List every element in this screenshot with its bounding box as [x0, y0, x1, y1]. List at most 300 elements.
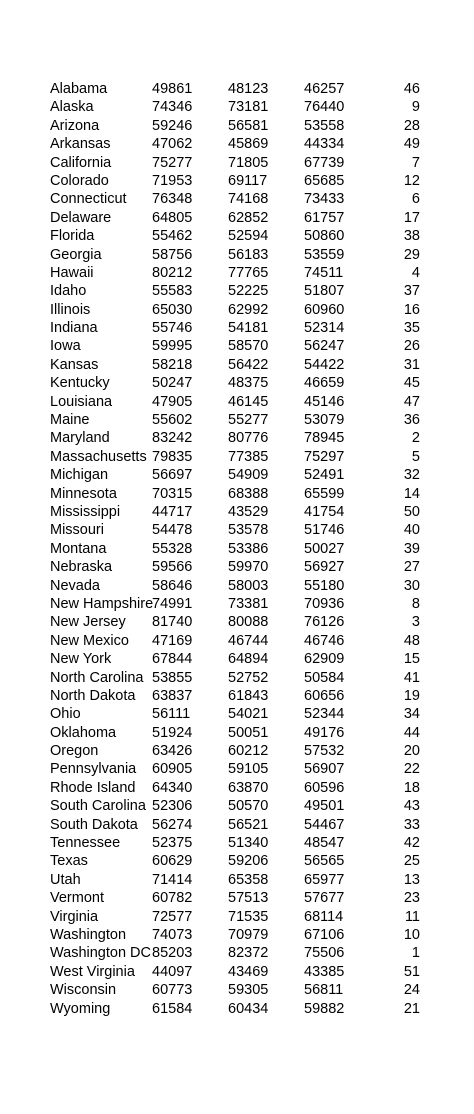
value-col3-cell[interactable]: 48547	[304, 835, 345, 852]
table-row	[0, 981, 474, 999]
rank-cell[interactable]: 20	[403, 743, 420, 760]
value-col2-cell[interactable]: 52594	[228, 228, 269, 245]
rank-cell[interactable]: 19	[403, 687, 420, 704]
rank-cell[interactable]: 35	[403, 320, 420, 337]
value-col1-cell[interactable]: 79835	[152, 448, 193, 465]
value-col2-cell[interactable]: 62992	[228, 301, 269, 318]
value-col1-cell[interactable]: 63426	[152, 743, 193, 760]
value-col2-cell[interactable]: 77385	[228, 448, 269, 465]
value-col3-cell[interactable]: 67106	[304, 926, 345, 943]
state-name-cell[interactable]: Nebraska	[50, 559, 113, 576]
value-col2-cell[interactable]: 71805	[228, 154, 269, 171]
value-col1-cell[interactable]: 52375	[152, 835, 193, 852]
value-col3-cell[interactable]: 61757	[304, 209, 345, 226]
table-row	[0, 246, 474, 264]
value-col1-cell[interactable]: 55462	[152, 228, 193, 245]
state-name-cell[interactable]: Oregon	[50, 743, 99, 760]
value-col3-cell[interactable]: 49176	[304, 724, 345, 741]
value-col3-cell[interactable]: 68114	[304, 908, 344, 925]
table-row	[0, 577, 474, 595]
state-name-cell[interactable]: Alaska	[50, 99, 94, 116]
value-col1-cell[interactable]: 44097	[152, 963, 193, 980]
table-row	[0, 356, 474, 374]
value-col1-cell[interactable]: 60782	[152, 890, 193, 907]
table-row	[0, 963, 474, 981]
value-col2-cell[interactable]: 51340	[228, 835, 269, 852]
value-col2-cell[interactable]: 48123	[228, 81, 269, 97]
value-col2-cell[interactable]: 43529	[228, 503, 269, 520]
state-name-cell[interactable]: Louisiana	[50, 393, 113, 410]
state-name-cell[interactable]: Massachusetts	[50, 448, 147, 465]
state-name-cell[interactable]: Illinois	[50, 301, 91, 318]
value-col2-cell[interactable]: 55277	[228, 412, 269, 429]
value-col3-cell[interactable]: 59882	[304, 1000, 345, 1017]
value-col1-cell[interactable]: 75277	[152, 154, 193, 171]
table-row	[0, 374, 474, 392]
state-name-cell[interactable]: South Carolina	[50, 798, 146, 815]
state-name-cell[interactable]: Idaho	[50, 283, 87, 300]
state-name-cell[interactable]: Mississippi	[50, 503, 121, 520]
value-col1-cell[interactable]: 47169	[152, 632, 193, 649]
state-name-cell[interactable]: Nevada	[50, 577, 100, 594]
value-col1-cell[interactable]: 52306	[152, 798, 193, 815]
value-col1-cell[interactable]: 50247	[152, 375, 193, 392]
table-row	[0, 705, 474, 723]
value-col3-cell[interactable]: 75297	[304, 448, 345, 465]
value-col2-cell[interactable]: 56183	[228, 246, 269, 263]
state-name-cell[interactable]: Michigan	[50, 467, 109, 484]
value-col2-cell[interactable]: 45869	[228, 136, 269, 153]
value-col1-cell[interactable]: 64340	[152, 779, 193, 796]
state-name-cell[interactable]: Georgia	[50, 246, 102, 263]
state-name-cell[interactable]: Arizona	[50, 117, 100, 134]
state-name-cell[interactable]: Vermont	[50, 890, 104, 907]
value-col3-cell[interactable]: 52344	[304, 706, 345, 723]
table-row	[0, 411, 474, 429]
value-col3-cell[interactable]: 41754	[304, 503, 345, 520]
value-col2-cell[interactable]: 73181	[228, 99, 269, 116]
state-name-cell[interactable]: Virginia	[50, 908, 99, 925]
value-col3-cell[interactable]: 78945	[304, 430, 345, 447]
value-col3-cell[interactable]: 75506	[304, 945, 345, 962]
value-col3-cell[interactable]: 74511	[304, 264, 344, 281]
table-row	[0, 393, 474, 411]
rank-cell[interactable]: 4	[411, 264, 420, 281]
state-name-cell[interactable]: Oklahoma	[50, 724, 117, 741]
value-col3-cell[interactable]: 56927	[304, 559, 345, 576]
state-name-cell[interactable]: North Dakota	[50, 687, 136, 704]
rank-cell[interactable]: 41	[403, 669, 420, 686]
value-col1-cell[interactable]: 55602	[152, 412, 193, 429]
value-col2-cell[interactable]: 80776	[228, 430, 269, 447]
value-col3-cell[interactable]: 56565	[304, 853, 345, 870]
state-name-cell[interactable]: Minnesota	[50, 485, 117, 502]
value-col2-cell[interactable]: 62852	[228, 209, 269, 226]
rank-cell[interactable]: 26	[403, 338, 420, 355]
value-col1-cell[interactable]: 56697	[152, 467, 193, 484]
rank-cell[interactable]: 6	[411, 191, 420, 208]
value-col2-cell[interactable]: 56422	[228, 356, 269, 373]
value-col1-cell[interactable]: 74346	[152, 99, 193, 116]
state-name-cell[interactable]: Montana	[50, 540, 107, 557]
value-col1-cell[interactable]: 72577	[152, 908, 193, 925]
rank-cell[interactable]: 28	[403, 117, 420, 134]
value-col3-cell[interactable]: 54422	[304, 356, 345, 373]
value-col2-cell[interactable]: 61843	[228, 687, 269, 704]
value-col1-cell[interactable]: 56274	[152, 816, 193, 833]
rank-cell[interactable]: 29	[403, 246, 420, 263]
value-col3-cell[interactable]: 65599	[304, 485, 345, 502]
value-col1-cell[interactable]: 60773	[152, 982, 193, 999]
rank-cell[interactable]: 47	[403, 393, 420, 410]
value-col2-cell[interactable]: 63870	[228, 779, 269, 796]
table-row	[0, 852, 474, 870]
value-col3-cell[interactable]: 76126	[304, 614, 345, 631]
table-row	[0, 117, 474, 135]
value-col1-cell[interactable]: 60905	[152, 761, 193, 778]
state-name-cell[interactable]: Florida	[50, 228, 95, 245]
state-name-cell[interactable]: California	[50, 154, 112, 171]
state-name-cell[interactable]: South Dakota	[50, 816, 138, 833]
value-col2-cell[interactable]: 50051	[228, 724, 269, 741]
table-row	[0, 926, 474, 944]
state-name-cell[interactable]: Texas	[50, 853, 88, 870]
value-col1-cell[interactable]: 70315	[152, 485, 193, 502]
value-col1-cell[interactable]: 74073	[152, 926, 193, 943]
value-col3-cell[interactable]: 60960	[304, 301, 345, 318]
value-col3-cell[interactable]: 53558	[304, 117, 345, 134]
state-name-cell[interactable]: Arkansas	[50, 136, 111, 153]
rank-cell[interactable]: 39	[403, 540, 420, 557]
table-row	[0, 429, 474, 447]
rank-cell[interactable]: 25	[403, 853, 420, 870]
state-name-cell[interactable]: Utah	[50, 871, 81, 888]
value-col3-cell[interactable]: 62909	[304, 651, 345, 668]
value-col1-cell[interactable]: 55328	[152, 540, 193, 557]
value-col1-cell[interactable]: 63837	[152, 687, 193, 704]
state-name-cell[interactable]: Hawaii	[50, 264, 94, 281]
state-name-cell[interactable]: Washington	[50, 926, 127, 943]
table-row	[0, 760, 474, 778]
value-col2-cell[interactable]: 70979	[228, 926, 269, 943]
rank-cell[interactable]: 22	[403, 761, 420, 778]
table-row	[0, 944, 474, 962]
table-row	[0, 209, 474, 227]
table-row	[0, 595, 474, 613]
value-col2-cell[interactable]: 56581	[228, 117, 269, 134]
value-col2-cell[interactable]: 59305	[228, 982, 269, 999]
table-row	[0, 889, 474, 907]
value-col3-cell[interactable]: 60596	[304, 779, 345, 796]
table-row	[0, 485, 474, 503]
rank-cell[interactable]: 38	[403, 228, 420, 245]
value-col1-cell[interactable]: 44717	[152, 503, 193, 520]
value-col2-cell[interactable]: 54021	[228, 706, 269, 723]
state-name-cell[interactable]: West Virginia	[50, 963, 135, 980]
value-col2-cell[interactable]: 58003	[228, 577, 269, 594]
value-col3-cell[interactable]: 60656	[304, 687, 345, 704]
value-col2-cell[interactable]: 52752	[228, 669, 269, 686]
rank-cell[interactable]: 48	[403, 632, 420, 649]
value-col1-cell[interactable]: 59246	[152, 117, 193, 134]
rank-cell[interactable]: 24	[403, 982, 420, 999]
value-col2-cell[interactable]: 60212	[228, 743, 269, 760]
table-row	[0, 264, 474, 282]
value-col3-cell[interactable]: 67739	[304, 154, 345, 171]
value-col3-cell[interactable]: 53559	[304, 246, 345, 263]
table-row	[0, 98, 474, 116]
value-col1-cell[interactable]: 60629	[152, 853, 193, 870]
value-col1-cell[interactable]: 61584	[152, 1000, 193, 1017]
value-col1-cell[interactable]: 81740	[152, 614, 193, 631]
rank-cell[interactable]: 49	[403, 136, 420, 153]
state-name-cell[interactable]: Ohio	[50, 706, 81, 723]
value-col1-cell[interactable]: 59995	[152, 338, 193, 355]
value-col1-cell[interactable]: 54478	[152, 522, 193, 539]
rank-cell[interactable]: 42	[403, 835, 420, 852]
value-col2-cell[interactable]: 56521	[228, 816, 269, 833]
value-col3-cell[interactable]: 53079	[304, 412, 345, 429]
value-col2-cell[interactable]: 64894	[228, 651, 269, 668]
rank-cell[interactable]: 34	[403, 706, 420, 723]
value-col2-cell[interactable]: 60434	[228, 1000, 269, 1017]
value-col2-cell[interactable]: 53578	[228, 522, 269, 539]
state-name-cell[interactable]: Maine	[50, 412, 90, 429]
table-row	[0, 797, 474, 815]
value-col2-cell[interactable]: 71535	[228, 908, 269, 925]
rank-cell[interactable]: 44	[403, 724, 420, 741]
table-row	[0, 724, 474, 742]
value-col1-cell[interactable]: 51924	[152, 724, 193, 741]
value-col2-cell[interactable]: 77765	[228, 264, 269, 281]
table-row	[0, 650, 474, 668]
value-col3-cell[interactable]: 46746	[304, 632, 345, 649]
state-name-cell[interactable]: North Carolina	[50, 669, 144, 686]
value-col2-cell[interactable]: 59105	[228, 761, 269, 778]
rank-cell[interactable]: 5	[411, 448, 420, 465]
state-name-cell[interactable]: Pennsylvania	[50, 761, 137, 778]
value-col3-cell[interactable]: 65977	[304, 871, 345, 888]
value-col2-cell[interactable]: 50570	[228, 798, 269, 815]
value-col3-cell[interactable]: 54467	[304, 816, 345, 833]
value-col1-cell[interactable]: 71414	[152, 871, 193, 888]
value-col3-cell[interactable]: 52314	[304, 320, 345, 337]
rank-cell[interactable]: 30	[403, 577, 420, 594]
state-name-cell[interactable]: New York	[50, 651, 112, 668]
state-name-cell[interactable]: Wisconsin	[50, 982, 117, 999]
rank-cell[interactable]: 46	[403, 81, 420, 97]
value-col1-cell[interactable]: 55583	[152, 283, 193, 300]
value-col2-cell[interactable]: 73381	[228, 595, 269, 612]
rank-cell[interactable]: 51	[403, 963, 420, 980]
value-col1-cell[interactable]: 47905	[152, 393, 193, 410]
rank-cell[interactable]: 21	[403, 1000, 420, 1017]
rank-cell[interactable]: 32	[403, 467, 420, 484]
value-col2-cell[interactable]: 59970	[228, 559, 269, 576]
value-col3-cell[interactable]: 73433	[304, 191, 345, 208]
table-row	[0, 301, 474, 319]
rank-cell[interactable]: 7	[411, 154, 420, 171]
value-col3-cell[interactable]: 57532	[304, 743, 345, 760]
rank-cell[interactable]: 11	[404, 908, 420, 925]
rank-cell[interactable]: 16	[403, 301, 420, 318]
value-col2-cell[interactable]: 54181	[228, 320, 269, 337]
rank-cell[interactable]: 43	[403, 798, 420, 815]
value-col2-cell[interactable]: 58570	[228, 338, 269, 355]
value-col1-cell[interactable]: 53855	[152, 669, 193, 686]
value-col2-cell[interactable]: 46744	[228, 632, 269, 649]
table-row	[0, 282, 474, 300]
value-col1-cell[interactable]: 56111	[152, 706, 191, 723]
value-col1-cell[interactable]: 47062	[152, 136, 193, 153]
value-col3-cell[interactable]: 55180	[304, 577, 345, 594]
table-row	[0, 227, 474, 245]
table-row	[0, 190, 474, 208]
value-col2-cell[interactable]: 54909	[228, 467, 269, 484]
value-col2-cell[interactable]: 57513	[228, 890, 269, 907]
table-row	[0, 503, 474, 521]
rank-cell[interactable]: 2	[411, 430, 420, 447]
rank-cell[interactable]: 12	[403, 172, 420, 189]
rank-cell[interactable]: 8	[411, 595, 420, 612]
table-row	[0, 816, 474, 834]
state-name-cell[interactable]: Kansas	[50, 356, 99, 373]
value-col3-cell[interactable]: 65685	[304, 172, 345, 189]
value-col2-cell[interactable]: 53386	[228, 540, 269, 557]
rank-cell[interactable]: 37	[403, 283, 420, 300]
value-col3-cell[interactable]: 46257	[304, 81, 345, 97]
table-row	[0, 448, 474, 466]
value-col3-cell[interactable]: 44334	[304, 136, 345, 153]
value-col1-cell[interactable]: 74991	[152, 595, 193, 612]
value-col2-cell[interactable]: 59206	[228, 853, 269, 870]
value-col1-cell[interactable]: 58218	[152, 356, 193, 373]
value-col1-cell[interactable]: 76348	[152, 191, 193, 208]
rank-cell[interactable]: 45	[403, 375, 420, 392]
value-col2-cell[interactable]: 65358	[228, 871, 269, 888]
value-col3-cell[interactable]: 45146	[304, 393, 345, 410]
table-row	[0, 558, 474, 576]
state-name-cell[interactable]: Colorado	[50, 172, 109, 189]
value-col3-cell[interactable]: 46659	[304, 375, 345, 392]
table-row	[0, 521, 474, 539]
rank-cell[interactable]: 17	[403, 209, 420, 226]
state-name-cell[interactable]: Delaware	[50, 209, 112, 226]
rank-cell[interactable]: 27	[403, 559, 420, 576]
table-row	[0, 172, 474, 190]
state-name-cell[interactable]: New Jersey	[50, 614, 126, 631]
table-row	[0, 466, 474, 484]
table-row	[0, 834, 474, 852]
value-col3-cell[interactable]: 50027	[304, 540, 345, 557]
value-col2-cell[interactable]: 82372	[228, 945, 269, 962]
value-col1-cell[interactable]: 59566	[152, 559, 193, 576]
value-col3-cell[interactable]: 56811	[304, 982, 344, 999]
state-name-cell[interactable]: Connecticut	[50, 191, 127, 208]
table-row	[0, 632, 474, 650]
value-col2-cell[interactable]: 74168	[228, 191, 269, 208]
value-col3-cell[interactable]: 76440	[304, 99, 345, 116]
table-row	[0, 154, 474, 172]
state-name-cell[interactable]: Washington DC	[50, 945, 152, 962]
table-row	[0, 337, 474, 355]
rank-cell[interactable]: 9	[411, 99, 420, 116]
rank-cell[interactable]: 31	[403, 356, 420, 373]
table-row	[0, 687, 474, 705]
rank-cell[interactable]: 40	[403, 522, 420, 539]
value-col3-cell[interactable]: 51746	[304, 522, 345, 539]
value-col3-cell[interactable]: 49501	[304, 798, 345, 815]
rank-cell[interactable]: 10	[403, 926, 420, 943]
value-col1-cell[interactable]: 71953	[152, 172, 193, 189]
spreadsheet-table	[0, 80, 474, 1018]
value-col3-cell[interactable]: 70936	[304, 595, 345, 612]
value-col3-cell[interactable]: 51807	[304, 283, 345, 300]
rank-cell[interactable]: 23	[403, 890, 420, 907]
rank-cell[interactable]: 36	[403, 412, 420, 429]
state-name-cell[interactable]: Rhode Island	[50, 779, 136, 796]
value-col3-cell[interactable]: 50860	[304, 228, 345, 245]
value-col3-cell[interactable]: 56907	[304, 761, 345, 778]
rank-cell[interactable]: 33	[403, 816, 420, 833]
rank-cell[interactable]: 13	[403, 871, 420, 888]
value-col1-cell[interactable]: 64805	[152, 209, 193, 226]
state-name-cell[interactable]: Maryland	[50, 430, 110, 447]
value-col2-cell[interactable]: 43469	[228, 963, 269, 980]
state-name-cell[interactable]: Indiana	[50, 320, 98, 337]
value-col1-cell[interactable]: 58756	[152, 246, 193, 263]
value-col2-cell[interactable]: 46145	[228, 393, 269, 410]
state-name-cell[interactable]: Wyoming	[50, 1000, 111, 1017]
rank-cell[interactable]: 50	[403, 503, 420, 520]
value-col3-cell[interactable]: 52491	[304, 467, 345, 484]
value-col3-cell[interactable]: 57677	[304, 890, 345, 907]
rank-cell[interactable]: 15	[403, 651, 420, 668]
value-col1-cell[interactable]: 49861	[152, 81, 193, 97]
value-col1-cell[interactable]: 55746	[152, 320, 193, 337]
table-row	[0, 80, 474, 98]
value-col2-cell[interactable]: 68388	[228, 485, 269, 502]
rank-cell[interactable]: 1	[411, 945, 420, 962]
state-name-cell[interactable]: Kentucky	[50, 375, 110, 392]
rank-cell[interactable]: 3	[411, 614, 420, 631]
state-name-cell[interactable]: Alabama	[50, 81, 108, 97]
value-col1-cell[interactable]: 67844	[152, 651, 193, 668]
rank-cell[interactable]: 18	[403, 779, 420, 796]
state-name-cell[interactable]: Iowa	[50, 338, 81, 355]
value-col3-cell[interactable]: 43385	[304, 963, 345, 980]
state-name-cell[interactable]: Tennessee	[50, 835, 121, 852]
value-col1-cell[interactable]: 58646	[152, 577, 193, 594]
state-name-cell[interactable]: Missouri	[50, 522, 104, 539]
value-col1-cell[interactable]: 65030	[152, 301, 193, 318]
value-col2-cell[interactable]: 48375	[228, 375, 269, 392]
state-name-cell[interactable]: New Mexico	[50, 632, 129, 649]
table-row	[0, 1000, 474, 1018]
value-col1-cell[interactable]: 85203	[152, 945, 193, 962]
value-col3-cell[interactable]: 50584	[304, 669, 345, 686]
rank-cell[interactable]: 14	[403, 485, 420, 502]
value-col3-cell[interactable]: 56247	[304, 338, 345, 355]
value-col2-cell[interactable]: 69117	[228, 172, 268, 189]
value-col2-cell[interactable]: 80088	[228, 614, 269, 631]
value-col2-cell[interactable]: 52225	[228, 283, 269, 300]
value-col1-cell[interactable]: 83242	[152, 430, 193, 447]
table-row	[0, 871, 474, 889]
table-row	[0, 779, 474, 797]
value-col1-cell[interactable]: 80212	[152, 264, 193, 281]
state-name-cell[interactable]: New Hampshire	[50, 595, 154, 612]
